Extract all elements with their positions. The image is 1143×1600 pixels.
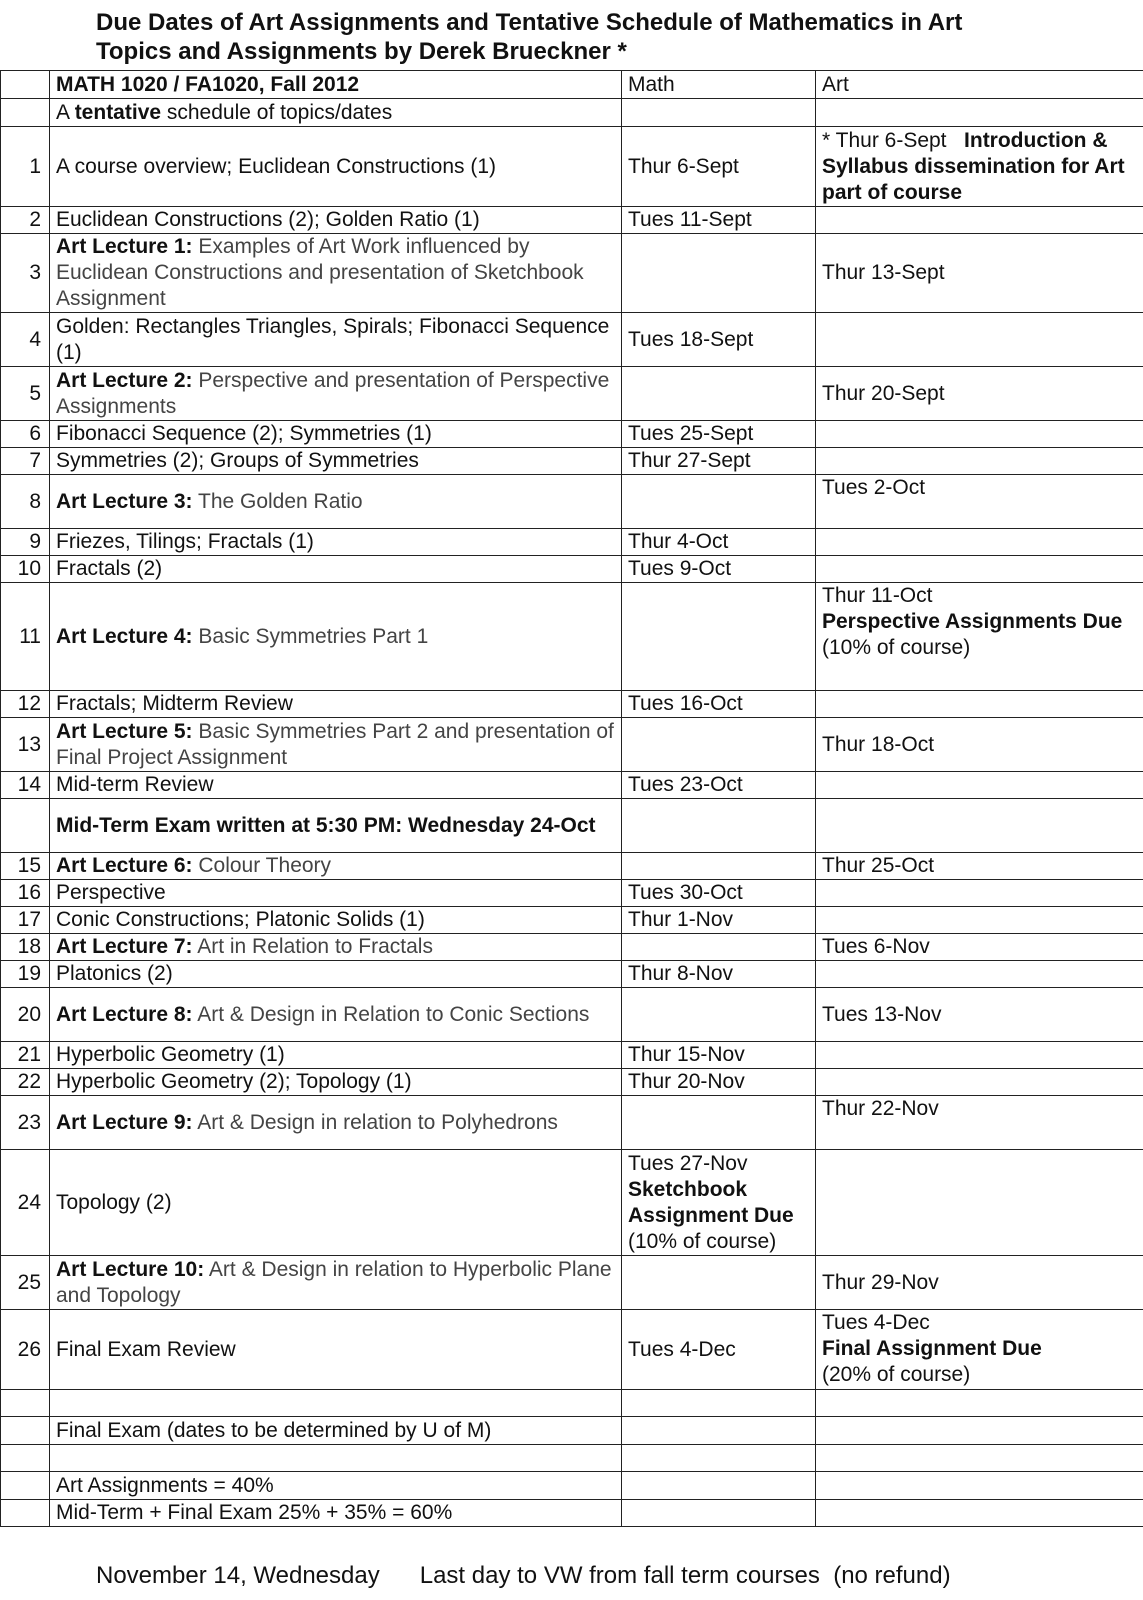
- row-math: [622, 772, 816, 799]
- topic-bold: Art Lecture 7:: [56, 935, 193, 958]
- topic-text: Art & Design in relation to Hyperbolic Plane and Topology: [56, 1257, 612, 1307]
- math-date: Tues 9-Oct: [628, 557, 732, 580]
- math-date: Thur 4-Oct: [628, 530, 729, 553]
- row-math: [622, 313, 816, 367]
- row-math: [622, 1042, 816, 1069]
- row-math: [622, 127, 816, 207]
- row-number: 12: [1, 691, 50, 718]
- summary-row: [1, 1390, 1143, 1417]
- row-topic: [50, 1096, 622, 1150]
- empty-cell: [816, 1472, 1143, 1500]
- row-art: [816, 880, 1143, 907]
- row-art: [816, 421, 1143, 448]
- art-bold: Final Assignment Due: [822, 1337, 1042, 1360]
- schedule-row: [1, 934, 1143, 961]
- art-date: Tues 6-Nov: [822, 935, 930, 958]
- row-math: [622, 1256, 816, 1310]
- topic-text: Platonics (2): [56, 962, 173, 985]
- topic-text: Mid-term Review: [56, 773, 214, 796]
- row-math: [622, 880, 816, 907]
- art-intro: [822, 128, 1137, 206]
- row-number: 26: [1, 1310, 50, 1390]
- row-number: 3: [1, 234, 50, 313]
- title-line-1: Due Dates of Art Assignments and Tentative Schedule of Mathematics in Art: [96, 9, 963, 36]
- tentative-row: [1, 99, 1143, 127]
- schedule-row: [1, 1042, 1143, 1069]
- row-art: [816, 907, 1143, 934]
- empty-cell: [1, 1417, 50, 1445]
- summary-row: [1, 1445, 1143, 1472]
- row-art: [816, 367, 1143, 421]
- art-date: Thur 20-Sept: [822, 381, 945, 405]
- row-topic: [50, 1150, 622, 1256]
- schedule-row: [1, 853, 1143, 880]
- row-art: [816, 127, 1143, 207]
- schedule-row: [1, 772, 1143, 799]
- art-date: Tues 4-Dec: [822, 1311, 930, 1334]
- row-art: [816, 207, 1143, 234]
- row-number: 18: [1, 934, 50, 961]
- row-topic: [50, 907, 622, 934]
- row-math: [622, 448, 816, 475]
- title-line-2: Topics and Assignments by Derek Brueckner *: [96, 38, 627, 65]
- art-date: Thur 22-Nov: [822, 1097, 939, 1120]
- empty-cell: [816, 1445, 1143, 1472]
- topic-text: Symmetries (2); Groups of Symmetries: [56, 449, 419, 472]
- math-date: Thur 6-Sept: [628, 154, 739, 178]
- row-art: [816, 1042, 1143, 1069]
- row-topic: [50, 934, 622, 961]
- summary-row: [1, 1417, 1143, 1445]
- row-math: [622, 583, 816, 691]
- tentative-post: schedule of topics/dates: [161, 100, 393, 124]
- math-date: Tues 30-Oct: [628, 881, 743, 904]
- schedule-row: [1, 313, 1143, 367]
- art-bold: Introduction & Syllabus dissemination for Art part of course: [822, 128, 1131, 204]
- schedule-row: [1, 799, 1143, 853]
- row-number: 25: [1, 1256, 50, 1310]
- empty-cell: [1, 1445, 50, 1472]
- art-date: Tues 2-Oct: [822, 476, 926, 499]
- row-topic: [50, 556, 622, 583]
- row-topic: [50, 718, 622, 772]
- header-art: Art: [816, 71, 1143, 99]
- row-math: [622, 1150, 816, 1256]
- schedule-row: [1, 1096, 1143, 1150]
- topic-text: Art & Design in Relation to Conic Sections: [192, 1002, 590, 1026]
- row-number: [1, 799, 50, 853]
- math-date: Tues 16-Oct: [628, 692, 743, 715]
- empty-cell: [622, 99, 816, 127]
- math-date: Tues 11-Sept: [628, 208, 752, 231]
- empty-cell: [816, 99, 1143, 127]
- topic-text: Fibonacci Sequence (2); Symmetries (1): [56, 422, 432, 445]
- row-topic: [50, 475, 622, 529]
- topic-bold: Art Lecture 3:: [56, 489, 193, 513]
- tentative-bold: tentative: [74, 100, 162, 124]
- row-math: [622, 234, 816, 313]
- row-art: [816, 556, 1143, 583]
- row-topic: [50, 853, 622, 880]
- row-art: [816, 234, 1143, 313]
- schedule-row: [1, 691, 1143, 718]
- row-math: [622, 475, 816, 529]
- footer-note: [96, 1562, 951, 1590]
- schedule-row: [1, 207, 1143, 234]
- schedule-row: [1, 880, 1143, 907]
- topic-text: Hyperbolic Geometry (1): [56, 1043, 285, 1066]
- art-date: Thur 18-Oct: [822, 732, 935, 756]
- empty-cell: [1, 1390, 50, 1417]
- row-math: [622, 853, 816, 880]
- row-number: 22: [1, 1069, 50, 1096]
- math-date: Thur 27-Sept: [628, 449, 751, 472]
- row-math: [622, 718, 816, 772]
- topic-text: Basic Symmetries Part 1: [192, 624, 429, 648]
- art-date: Thur 11-Oct: [822, 584, 933, 607]
- row-art: [816, 529, 1143, 556]
- row-art: [816, 718, 1143, 772]
- row-number: 23: [1, 1096, 50, 1150]
- topic-text: The Golden Ratio: [192, 489, 363, 513]
- schedule-table: [0, 70, 1143, 1527]
- topic-text: Fractals (2): [56, 557, 163, 580]
- schedule-row: [1, 529, 1143, 556]
- row-art: [816, 772, 1143, 799]
- topic-text: Golden: Rectangles Triangles, Spirals; Fibonacci Sequence (1): [56, 314, 610, 364]
- art-date: Thur 25-Oct: [822, 854, 935, 877]
- topic-text: Perspective: [56, 881, 166, 904]
- row-math: [622, 207, 816, 234]
- document-title: [96, 8, 1126, 66]
- row-math: [622, 529, 816, 556]
- row-art: [816, 1256, 1143, 1310]
- empty-cell: [622, 1417, 816, 1445]
- summary-row: [1, 1500, 1143, 1527]
- schedule-row: [1, 421, 1143, 448]
- tentative-note: [50, 99, 622, 127]
- row-topic: [50, 367, 622, 421]
- empty-cell: [50, 1390, 622, 1417]
- topic-bold: Mid-Term Exam written at 5:30 PM: Wednesday 24-Oct: [56, 813, 596, 837]
- topic-text: A course overview; Euclidean Constructions (1): [56, 154, 497, 178]
- row-number: 6: [1, 421, 50, 448]
- schedule-row: [1, 127, 1143, 207]
- art-date: Thur 29-Nov: [822, 1270, 939, 1294]
- row-art: [816, 1310, 1143, 1390]
- row-number: 5: [1, 367, 50, 421]
- topic-text: Friezes, Tilings; Fractals (1): [56, 530, 314, 553]
- row-art: [816, 691, 1143, 718]
- art-weight-note: Art Assignments = 40%: [50, 1472, 622, 1500]
- row-math: [622, 421, 816, 448]
- empty-cell: [50, 1445, 622, 1472]
- row-number: 10: [1, 556, 50, 583]
- row-art: [816, 934, 1143, 961]
- row-number: 15: [1, 853, 50, 880]
- exam-weight-note: Mid-Term + Final Exam 25% + 35% = 60%: [50, 1500, 622, 1527]
- row-topic: [50, 207, 622, 234]
- row-math: [622, 961, 816, 988]
- row-math: [622, 934, 816, 961]
- topic-text: Examples of Art Work influenced by Euclidean Constructions and presentation of Sketchbook Assignment: [56, 235, 584, 310]
- topic-text: Colour Theory: [192, 854, 332, 877]
- row-art: [816, 799, 1143, 853]
- row-topic: [50, 1069, 622, 1096]
- row-topic: [50, 799, 622, 853]
- topic-text: Conic Constructions; Platonic Solids (1): [56, 908, 425, 931]
- schedule-row: [1, 1256, 1143, 1310]
- topic-text: Final Exam Review: [56, 1337, 236, 1361]
- math-date: Tues 18-Sept: [628, 327, 754, 351]
- row-art: [816, 1069, 1143, 1096]
- art-bold: Perspective Assignments Due: [822, 610, 1123, 633]
- row-number: 8: [1, 475, 50, 529]
- row-art: [816, 313, 1143, 367]
- row-topic: [50, 583, 622, 691]
- row-number: 16: [1, 880, 50, 907]
- row-math: [622, 1310, 816, 1390]
- art-date: Tues 13-Nov: [822, 1002, 942, 1026]
- row-number: 7: [1, 448, 50, 475]
- row-number: 19: [1, 961, 50, 988]
- row-math: [622, 691, 816, 718]
- art-note: (20% of course): [822, 1363, 971, 1386]
- row-topic: [50, 313, 622, 367]
- row-art: [816, 961, 1143, 988]
- topic-text: Perspective and presentation of Perspective Assignments: [56, 368, 610, 418]
- topic-text: Euclidean Constructions (2); Golden Ratio (1): [56, 208, 480, 231]
- empty-cell: [622, 1472, 816, 1500]
- row-math: [622, 988, 816, 1042]
- row-math: [622, 799, 816, 853]
- schedule-row: [1, 556, 1143, 583]
- topic-text: Topology (2): [56, 1190, 172, 1214]
- empty-cell: [1, 1500, 50, 1527]
- summary-row: [1, 1472, 1143, 1500]
- row-topic: [50, 1042, 622, 1069]
- row-topic: [50, 691, 622, 718]
- math-bold: Sketchbook Assignment Due: [628, 1177, 794, 1227]
- schedule-row: [1, 1150, 1143, 1256]
- row-art: [816, 1096, 1143, 1150]
- header-math: Math: [622, 71, 816, 99]
- schedule-row: [1, 718, 1143, 772]
- row-math: [622, 1096, 816, 1150]
- row-topic: [50, 448, 622, 475]
- row-topic: [50, 234, 622, 313]
- row-art: [816, 583, 1143, 691]
- row-number: 13: [1, 718, 50, 772]
- math-date: Thur 15-Nov: [628, 1043, 745, 1066]
- art-note: (10% of course): [822, 636, 971, 659]
- math-note: (10% of course): [628, 1229, 777, 1253]
- row-number: 21: [1, 1042, 50, 1069]
- schedule-row: [1, 907, 1143, 934]
- schedule-row: [1, 234, 1143, 313]
- header-row: [1, 71, 1143, 99]
- topic-text: Fractals; Midterm Review: [56, 692, 293, 715]
- schedule-row: [1, 1069, 1143, 1096]
- empty-cell: [816, 1500, 1143, 1527]
- row-art: [816, 1150, 1143, 1256]
- topic-bold: Art Lecture 8:: [56, 1002, 193, 1026]
- art-date: Thur 13-Sept: [822, 261, 945, 284]
- topic-bold: Art Lecture 2:: [56, 368, 193, 392]
- row-number: 4: [1, 313, 50, 367]
- topic-bold: Art Lecture 1:: [56, 235, 193, 258]
- schedule-row: [1, 988, 1143, 1042]
- math-date: Thur 1-Nov: [628, 908, 734, 931]
- empty-cell: [1, 99, 50, 127]
- math-date: Thur 20-Nov: [628, 1070, 745, 1093]
- row-number: 17: [1, 907, 50, 934]
- row-topic: [50, 127, 622, 207]
- schedule-row: [1, 583, 1143, 691]
- row-topic: [50, 961, 622, 988]
- row-art: [816, 988, 1143, 1042]
- topic-bold: Art Lecture 5:: [56, 719, 193, 743]
- schedule-row: [1, 1310, 1143, 1390]
- header-course: MATH 1020 / FA1020, Fall 2012: [50, 71, 622, 99]
- math-date: Tues 27-Nov: [628, 1151, 748, 1175]
- topic-text: Basic Symmetries Part 2 and presentation of Final Project Assignment: [56, 719, 614, 769]
- topic-bold: Art Lecture 4:: [56, 624, 193, 648]
- schedule-row: [1, 961, 1143, 988]
- row-math: [622, 556, 816, 583]
- topic-bold: Art Lecture 6:: [56, 854, 193, 877]
- row-math: [622, 907, 816, 934]
- topic-bold: Art Lecture 9:: [56, 1110, 193, 1134]
- row-topic: [50, 421, 622, 448]
- row-number: 24: [1, 1150, 50, 1256]
- math-date: Thur 8-Nov: [628, 962, 734, 985]
- row-number: 14: [1, 772, 50, 799]
- row-math: [622, 367, 816, 421]
- row-number: 20: [1, 988, 50, 1042]
- row-topic: [50, 988, 622, 1042]
- math-date: Tues 25-Sept: [628, 422, 754, 445]
- row-art: [816, 475, 1143, 529]
- row-topic: [50, 1310, 622, 1390]
- topic-bold: Art Lecture 10:: [56, 1257, 205, 1281]
- topic-text: Art in Relation to Fractals: [192, 935, 433, 958]
- row-art: [816, 448, 1143, 475]
- row-art: [816, 853, 1143, 880]
- row-topic: [50, 772, 622, 799]
- row-number: 9: [1, 529, 50, 556]
- empty-cell: [816, 1417, 1143, 1445]
- row-math: [622, 1069, 816, 1096]
- schedule-row: [1, 475, 1143, 529]
- math-date: Tues 4-Dec: [628, 1337, 736, 1361]
- row-topic: [50, 529, 622, 556]
- row-number: 2: [1, 207, 50, 234]
- math-date: Tues 23-Oct: [628, 773, 743, 796]
- row-number: 1: [1, 127, 50, 207]
- topic-text: Art & Design in relation to Polyhedrons: [192, 1110, 558, 1134]
- footer-text: Last day to VW from fall term courses (no refund): [419, 1562, 951, 1589]
- schedule-row: [1, 448, 1143, 475]
- header-num-cell: [1, 71, 50, 99]
- schedule-row: [1, 367, 1143, 421]
- footer-date: November 14, Wednesday: [96, 1562, 380, 1589]
- row-number: 11: [1, 583, 50, 691]
- art-date: * Thur 6-Sept: [822, 128, 947, 152]
- empty-cell: [622, 1390, 816, 1417]
- schedule-body: [1, 71, 1143, 1527]
- empty-cell: [622, 1445, 816, 1472]
- final-exam-note: Final Exam (dates to be determined by U of M): [50, 1417, 622, 1445]
- row-topic: [50, 880, 622, 907]
- empty-cell: [816, 1390, 1143, 1417]
- empty-cell: [622, 1500, 816, 1527]
- empty-cell: [1, 1472, 50, 1500]
- row-topic: [50, 1256, 622, 1310]
- tentative-pre: A: [56, 100, 75, 124]
- topic-text: Hyperbolic Geometry (2); Topology (1): [56, 1070, 412, 1093]
